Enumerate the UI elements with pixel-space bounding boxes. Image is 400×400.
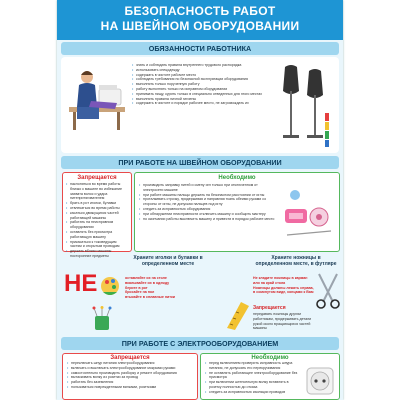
- scissors-forbid-title: Запрещается: [253, 305, 286, 311]
- poster-title: [57, 0, 343, 40]
- scissors-forbid-text: передавать ножницы другим работникам, придерживать детали рукой около вращающихся частей машины: [253, 312, 312, 331]
- required-item: • не оставлять работающее электрооборудование без присмотра: [204, 371, 300, 381]
- duty-item: • принимать пищу, курить только в специально отведенных для этого местах: [131, 92, 267, 97]
- duty-item: • использовать спецодежду: [131, 68, 267, 73]
- electric-forbidden-box: [62, 353, 198, 400]
- sewing-required-box: [134, 172, 340, 252]
- duty-item: • знать и соблюдать правила внутреннего трудового распорядка: [131, 63, 267, 68]
- sewing-header: ПРИ РАБОТЕ НА ШВЕЙНОМ ОБОРУДОВАНИИ: [61, 156, 339, 169]
- electric-header: ПРИ РАБОТЕ С ЭЛЕКТРООБОРУДОВАНИЕМ: [61, 337, 339, 350]
- pins-jar-icon: [89, 306, 115, 332]
- needles-item: вкалывайте их в одежду: [125, 280, 170, 285]
- forbidden-item: • пользоваться поврежденными вилками, розетками: [66, 385, 194, 390]
- sewing-required-list: [138, 183, 278, 221]
- electric-forbidden-title: Запрещается: [110, 355, 150, 361]
- required-item: • при работе машины пальцы держать на безопасном расстоянии от иглы: [138, 193, 278, 198]
- forbidden-item: • переключать шнур питания электрооборудования: [66, 361, 194, 366]
- required-item: • следить за исправностью изоляции проводов: [204, 390, 300, 395]
- scissors-title: Храните ножницы в определенном месте, в футляре: [255, 255, 337, 267]
- sewing-forbidden-list: [63, 181, 131, 260]
- scissors-icon: [315, 272, 341, 310]
- forbidden-item: • касаться движущихся частей работающей машины: [65, 211, 129, 221]
- measuring-tape-icon: [225, 300, 251, 330]
- duty-item: • работу выполнять только на исправном оборудовании: [131, 87, 267, 92]
- electric-required-list: [201, 361, 303, 395]
- required-item: • перед включением проверить исправность шнура питания, не допускать его перекручивания: [204, 361, 300, 371]
- title-line-2: НА ШВЕЙНОМ ОБОРУДОВАНИИ: [100, 19, 300, 33]
- scissors-item: Ножницы должны лежать справа, в сомкнутом виде, концами к Вам: [253, 285, 314, 295]
- sewing-supplies-icon: [283, 185, 335, 245]
- required-item: • по окончании работы выключить машину и привести в порядок рабочее место: [138, 217, 278, 222]
- pincushion-icon: [97, 272, 123, 298]
- electric-forbidden-list: [63, 361, 197, 390]
- scissors-list: [253, 276, 315, 295]
- needles-item: оставляйте их на столе: [125, 276, 167, 280]
- needles-item: бросайте на пол: [125, 290, 155, 295]
- duty-item: • выполнять только порученную работу: [131, 82, 267, 87]
- electric-required-title: Необходимо: [251, 355, 289, 361]
- electric-required-box: [200, 353, 340, 400]
- duties-header: ОБЯЗАННОСТИ РАБОТНИКА: [61, 42, 339, 55]
- duty-item: • выполнять правила личной гигиены: [131, 97, 267, 102]
- duty-item: • содержать в чистоте рабочее место: [131, 73, 267, 78]
- duty-item: • соблюдать требования по безопасной эксплуатации оборудования: [131, 77, 267, 82]
- scissors-item: Не кладите ножницы в карман или на край стола: [253, 276, 308, 285]
- sewing-required-title: Необходимо: [218, 175, 256, 181]
- needles-item: берите в рот: [125, 285, 148, 290]
- poster: [57, 0, 343, 400]
- forbidden-item: • вытаскивать вилку из розетки за провод: [66, 375, 194, 380]
- forbidden-item: • самостоятельно производить разборку и ремонт оборудования: [66, 371, 194, 376]
- required-item: • производить заправку нитей и смену игл только при отключенном от электросети машине: [138, 183, 278, 193]
- required-item: • следить за исправностью оборудования: [138, 207, 278, 212]
- sewing-forbidden-box: [62, 172, 132, 258]
- duties-list: [131, 63, 267, 106]
- sewing-forbidden-title: Запрещается: [77, 175, 117, 181]
- needles-ne-label: НЕ: [64, 270, 98, 297]
- needles-list: [125, 276, 177, 300]
- forbidden-item: • включать и выключать электрооборудование мокрыми руками: [66, 366, 194, 371]
- mannequin-illustration-icon: [273, 61, 335, 149]
- forbidden-item: • оставлять без присмотра работающую машину: [65, 230, 129, 240]
- duties-panel: [61, 57, 339, 153]
- power-socket-icon: [305, 366, 335, 396]
- duty-item: • содержать в чистоте и порядке рабочее место, не загромождать их: [131, 101, 267, 106]
- forbidden-item: • держать вблизи машины посторонние предметы: [65, 249, 129, 259]
- forbidden-item: • брать в рот иголки, булавки: [65, 201, 129, 206]
- seamstress-illustration-icon: [65, 63, 127, 133]
- required-item: • при обнаружении неисправности отключить машину и сообщить мастеру: [138, 212, 278, 217]
- needles-title: Храните иголки и булавки в определенном месте: [133, 255, 203, 267]
- forbidden-item: • работать без заземления: [66, 380, 194, 385]
- required-item: • при включении штепсельную вилку вставлять в розетку полностью до отказа: [204, 380, 300, 390]
- title-line-1: БЕЗОПАСНОСТЬ РАБОТ: [124, 4, 276, 18]
- forbidden-item: • прикасаться к токоведущим частям и открытым проводам: [65, 240, 129, 250]
- forbidden-item: • отвлекаться во время работы: [65, 206, 129, 211]
- forbidden-item: • наклоняться во время работы близко к машине во избежание захвата волос и удара нитепритягивателем: [65, 182, 129, 201]
- needles-item: втыкайте в сплавные нитки: [125, 295, 176, 300]
- forbidden-item: • работать на неисправном оборудовании: [65, 220, 129, 230]
- required-item: • проталкивать строчку, придерживая и направляя ткань обеими руками со стороны от иглы, не допуская пальцев под иглу: [138, 197, 278, 207]
